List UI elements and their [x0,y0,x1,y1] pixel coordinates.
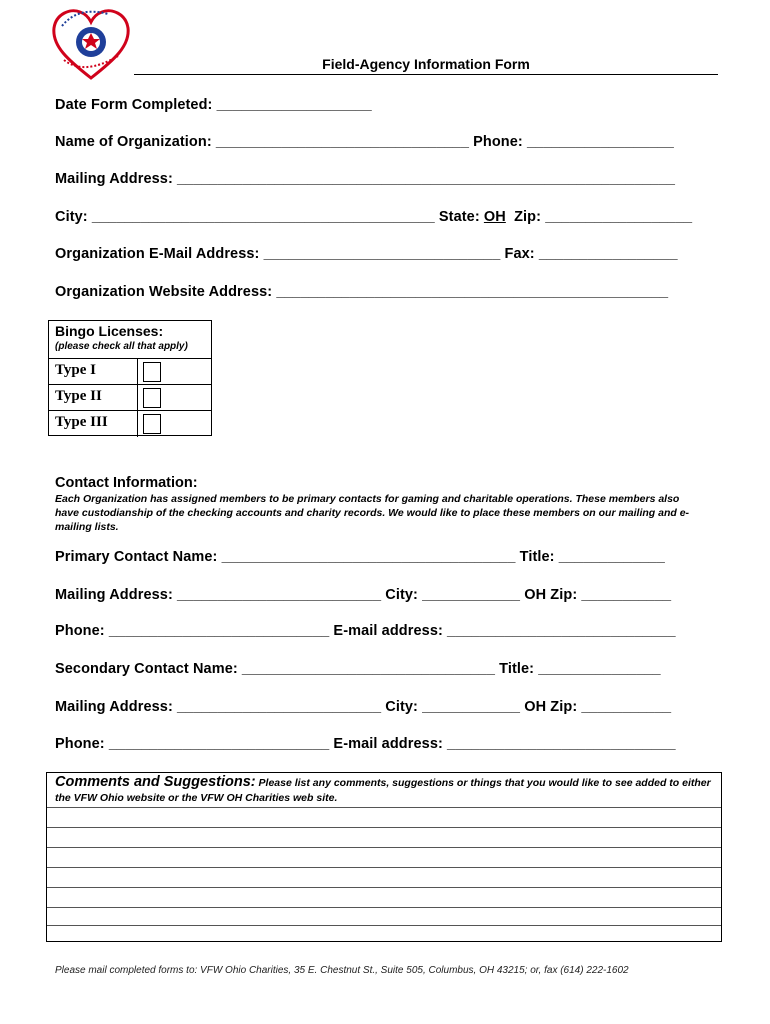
comment-line[interactable] [47,925,721,926]
form-title: Field-Agency Information Form [322,56,530,72]
bingo-header [49,321,211,359]
primary-mailing-field[interactable]: Mailing Address: _________________________ City: ____________ OH Zip: ___________ [55,587,672,603]
bingo-row-type-1 [49,359,211,385]
comments-header [55,775,715,806]
mailing-address-field[interactable]: Mailing Address: _____________________________________________________________ [55,171,676,187]
city-label: City: __________________________________________ State: [55,209,484,225]
contact-description: Each Organization has assigned members to be primary contacts for gaming and charitable operations. These members also have custodianship of the checking accounts and charity records. We would like to place these members on our mailing and e-mailing lists. [55,493,690,533]
comment-line[interactable] [47,907,721,908]
date-completed-field[interactable]: Date Form Completed: ___________________ [55,97,372,113]
comment-line[interactable] [47,807,721,808]
bingo-licenses-table [48,320,212,436]
title-underline [134,74,718,75]
comment-line[interactable] [47,827,721,828]
bingo-row-type-3 [49,411,211,437]
email-fax-field[interactable]: Organization E-Mail Address: _____________________________ Fax: _________________ [55,246,678,262]
bingo-subtitle: (please check all that apply) [55,341,188,352]
bingo-row-type-2 [49,385,211,411]
primary-contact-name-field[interactable]: Primary Contact Name: ____________________________________ Title: _____________ [55,549,665,565]
mailing-instructions: Please mail completed forms to: VFW Ohio Charities, 35 E. Chestnut St., Suite 505, Columbus, OH 43215; or, fax (614) 222-1602 [55,965,629,976]
secondary-contact-name-field[interactable]: Secondary Contact Name: _______________________________ Title: _______________ [55,661,661,677]
bingo-title: Bingo Licenses: [55,323,164,339]
secondary-mailing-field[interactable]: Mailing Address: _________________________ City: ____________ OH Zip: ___________ [55,699,672,715]
comment-line[interactable] [47,887,721,888]
website-field[interactable]: Organization Website Address: ________________________________________________ [55,284,669,300]
comment-line[interactable] [47,847,721,848]
comments-title: Comments and Suggestions: [55,774,256,790]
bingo-type-label: Type III [55,414,108,430]
org-name-phone-field[interactable]: Name of Organization: _______________________________ Phone: __________________ [55,134,674,150]
bingo-type-label: Type II [55,388,102,404]
type-1-checkbox[interactable] [143,362,161,382]
vfw-heart-logo-icon [48,4,134,84]
type-3-checkbox[interactable] [143,414,161,434]
state-value: OH [483,209,506,225]
contact-heading: Contact Information: [55,475,198,491]
comments-box[interactable] [46,772,722,942]
city-state-zip-field[interactable] [55,209,692,225]
secondary-phone-email-field[interactable]: Phone: ___________________________ E-mail address: ____________________________ [55,736,676,752]
bingo-type-label: Type I [55,362,96,378]
type-2-checkbox[interactable] [143,388,161,408]
primary-phone-email-field[interactable]: Phone: ___________________________ E-mail address: ____________________________ [55,623,676,639]
comment-line[interactable] [47,867,721,868]
zip-label: Zip: __________________ [505,209,693,225]
comments-text: Please list any comments, suggestions or things that you would like to see added to either the VFW Ohio website or the VFW OH Charities web site. [55,777,711,804]
